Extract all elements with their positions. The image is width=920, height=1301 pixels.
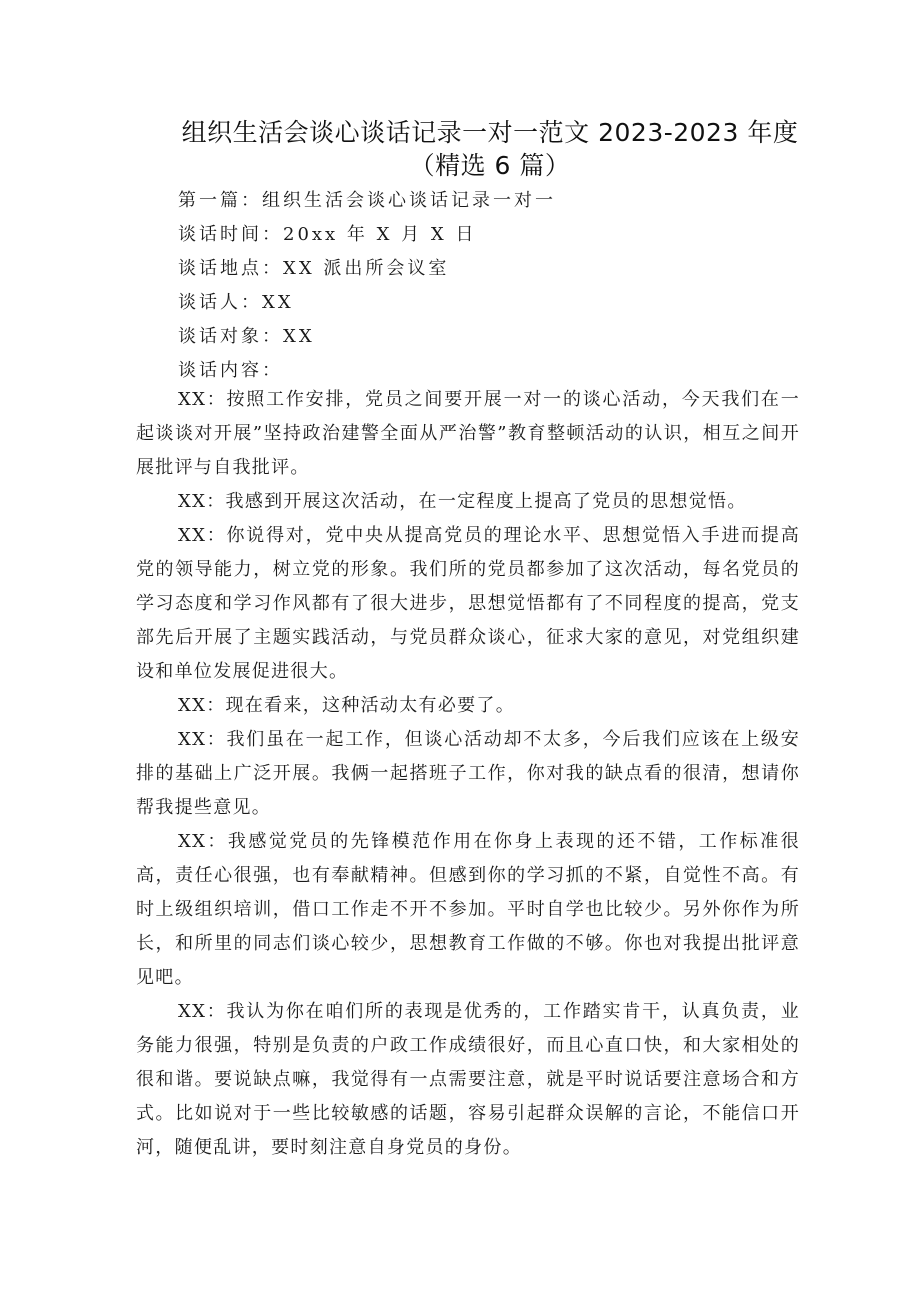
paragraph: XX：我们虽在一起工作，但谈心活动却不太多，今后我们应该在上级安排的基础上广泛开展。我俩一起搭班子工作，你对我的缺点看的很清，想请你帮我提些意见。 (136, 729, 800, 818)
paragraph: XX：我感觉党员的先锋模范作用在你身上表现的还不错，工作标准很高，责任心很强，也有奉献精神。但感到你的学习抓的不紧，自觉性不高。有时上级组织培训，借口工作走不开不参加。平时自学也比较少。另外你作为所长，和所里的同志们谈心较少，思想教育工作做的不够。你也对我提出批评意见吧。 (136, 831, 800, 988)
paragraph: XX：我认为你在咱们所的表现是优秀的，工作踏实肯干，认真负责，业务能力很强，特别是负责的户政工作成绩很好，而且心直口快，和大家相处的很和谐。要说缺点嘛，我觉得有一点需要注意，就是平时说话要注意场合和方式。比如说对于一些比较敏感的话题，容易引起群众误解的言论，不能信口开河，随便乱讲，要时刻注意自身党员的身份。 (136, 1001, 800, 1158)
paragraph: XX：我感到开展这次活动，在一定程度上提高了党员的思想觉悟。 (178, 491, 747, 512)
meta-target: 谈话对象：XX (178, 326, 315, 347)
paragraph: XX：你说得对，党中央从提高党员的理论水平、思想觉悟入手进而提高党的领导能力，树立党的形象。我们所的党员都参加了这次活动，每名党员的学习态度和学习作风都有了很大进步，思想觉悟都有了不同程度的提高，党支部先后开展了主题实践活动，与党员群众谈心，征求大家的意见，对党组织建设和单位发展促进很大。 (136, 525, 800, 682)
document-title-line1: 组织生活会谈心谈话记录一对一范文 2023-2023 年度 (181, 118, 799, 147)
meta-time: 谈话时间：20xx 年 X 月 X 日 (178, 224, 477, 245)
meta-place: 谈话地点：XX 派出所会议室 (178, 258, 450, 279)
paragraph: XX：现在看来，这种活动太有必要了。 (178, 695, 516, 716)
section-heading: 第一篇：组织生活会谈心谈话记录一对一 (178, 190, 556, 211)
meta-content-label: 谈话内容： (178, 360, 283, 381)
document-title-line2: （精选 6 篇） (409, 151, 571, 180)
paragraph: XX：按照工作安排，党员之间要开展一对一的谈心活动，今天我们在一起谈谈对开展”坚持政治建警全面从严治警”教育整顿活动的认识，相互之间开展批评与自我批评。 (136, 389, 800, 478)
meta-speaker: 谈话人：XX (178, 292, 294, 313)
